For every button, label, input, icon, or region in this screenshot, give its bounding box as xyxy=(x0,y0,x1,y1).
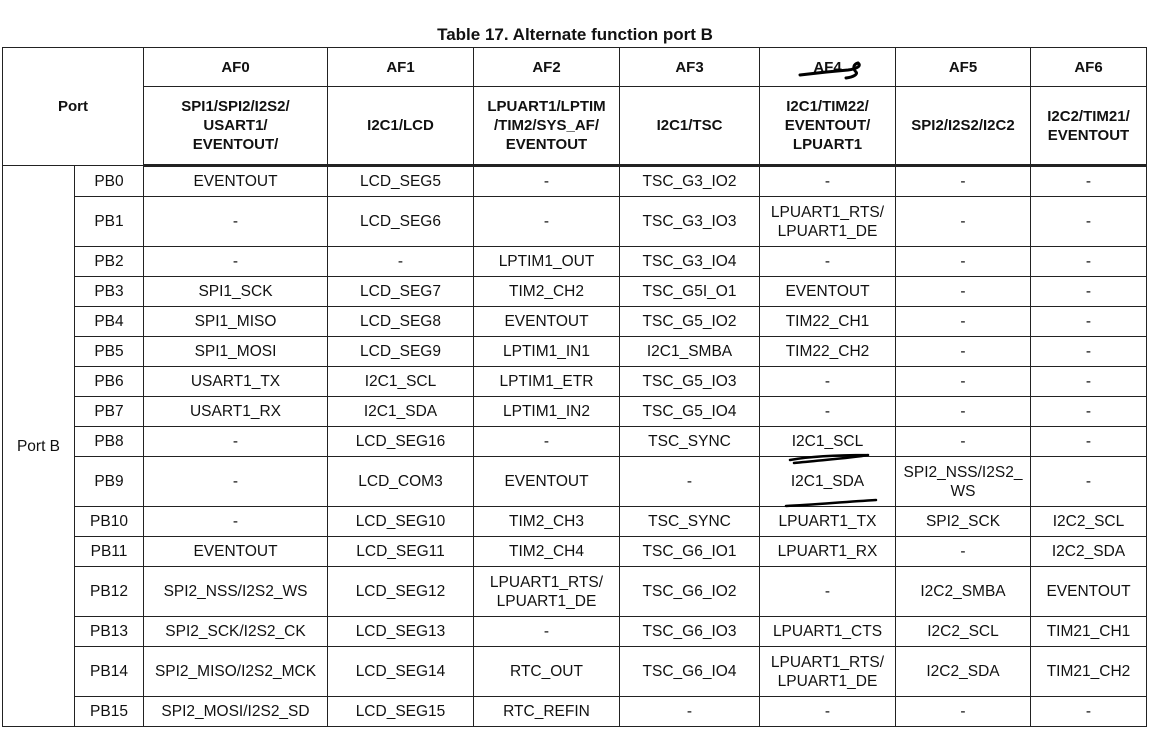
af3-cell: TSC_G6_IO4 xyxy=(620,647,760,697)
pin-cell: PB12 xyxy=(75,567,144,617)
af1-cell: LCD_SEG8 xyxy=(328,307,474,337)
af6-cell: - xyxy=(1031,307,1147,337)
af-header-af3: AF3 xyxy=(620,48,760,87)
af3-cell: - xyxy=(620,697,760,727)
af2-cell: - xyxy=(474,166,620,197)
af6-cell: - xyxy=(1031,367,1147,397)
af2-cell: LPTIM1_OUT xyxy=(474,247,620,277)
af6-cell: - xyxy=(1031,247,1147,277)
af4-cell: - xyxy=(760,567,896,617)
table-row xyxy=(3,197,1147,247)
af3-cell: TSC_G3_IO3 xyxy=(620,197,760,247)
af6-cell: - xyxy=(1031,337,1147,367)
table-row xyxy=(3,307,1147,337)
af6-cell: - xyxy=(1031,397,1147,427)
af1-cell: LCD_SEG15 xyxy=(328,697,474,727)
af5-cell: - xyxy=(896,197,1031,247)
table-row xyxy=(3,537,1147,567)
af2-cell: LPTIM1_IN1 xyxy=(474,337,620,367)
af1-cell: LCD_SEG10 xyxy=(328,507,474,537)
af0-cell: SPI1_MOSI xyxy=(144,337,328,367)
af6-cell: TIM21_CH2 xyxy=(1031,647,1147,697)
pin-cell: PB5 xyxy=(75,337,144,367)
af0-cell: SPI2_NSS/I2S2_WS xyxy=(144,567,328,617)
af1-cell: I2C1_SDA xyxy=(328,397,474,427)
port-header: Port xyxy=(3,48,144,166)
af0-cell: EVENTOUT xyxy=(144,537,328,567)
af3-cell: TSC_G3_IO2 xyxy=(620,166,760,197)
af6-cell: - xyxy=(1031,277,1147,307)
pin-cell: PB0 xyxy=(75,166,144,197)
peripheral-header-af1: I2C1/LCD xyxy=(328,87,474,166)
af6-cell: I2C2_SCL xyxy=(1031,507,1147,537)
af2-cell: LPTIM1_IN2 xyxy=(474,397,620,427)
af-header-af6: AF6 xyxy=(1031,48,1147,87)
af-header-af0: AF0 xyxy=(144,48,328,87)
af1-cell: LCD_SEG5 xyxy=(328,166,474,197)
af2-cell: - xyxy=(474,617,620,647)
af5-cell: - xyxy=(896,367,1031,397)
af4-cell: LPUART1_CTS xyxy=(760,617,896,647)
table-row xyxy=(3,427,1147,457)
af3-cell: - xyxy=(620,457,760,507)
af6-cell: TIM21_CH1 xyxy=(1031,617,1147,647)
af4-cell: LPUART1_RTS/ LPUART1_DE xyxy=(760,197,896,247)
table-row xyxy=(3,337,1147,367)
af0-cell: - xyxy=(144,247,328,277)
af6-cell: - xyxy=(1031,427,1147,457)
af5-cell: SPI2_SCK xyxy=(896,507,1031,537)
af1-cell: LCD_SEG9 xyxy=(328,337,474,367)
af0-cell: - xyxy=(144,197,328,247)
table-row xyxy=(3,507,1147,537)
af1-cell: I2C1_SCL xyxy=(328,367,474,397)
pin-cell: PB14 xyxy=(75,647,144,697)
af6-cell: EVENTOUT xyxy=(1031,567,1147,617)
af2-cell: RTC_OUT xyxy=(474,647,620,697)
alternate-function-table xyxy=(2,47,1147,727)
af3-cell: TSC_G6_IO2 xyxy=(620,567,760,617)
pin-cell: PB6 xyxy=(75,367,144,397)
af0-cell: USART1_RX xyxy=(144,397,328,427)
af4-cell: LPUART1_TX xyxy=(760,507,896,537)
af1-cell: - xyxy=(328,247,474,277)
af-header-af2: AF2 xyxy=(474,48,620,87)
af2-cell: LPUART1_RTS/ LPUART1_DE xyxy=(474,567,620,617)
af1-cell: LCD_SEG16 xyxy=(328,427,474,457)
af1-cell: LCD_SEG6 xyxy=(328,197,474,247)
table-row xyxy=(3,166,1147,197)
af4-cell: I2C1_SDA xyxy=(760,457,896,507)
af3-cell: TSC_G5_IO4 xyxy=(620,397,760,427)
peripheral-header-af3: I2C1/TSC xyxy=(620,87,760,166)
table-row xyxy=(3,367,1147,397)
af2-cell: RTC_REFIN xyxy=(474,697,620,727)
af0-cell: SPI2_SCK/I2S2_CK xyxy=(144,617,328,647)
table-title: Table 17. Alternate function port B xyxy=(437,25,713,44)
af6-cell: - xyxy=(1031,457,1147,507)
af1-cell: LCD_SEG14 xyxy=(328,647,474,697)
af2-cell: TIM2_CH3 xyxy=(474,507,620,537)
af0-cell: - xyxy=(144,507,328,537)
af4-cell: LPUART1_RX xyxy=(760,537,896,567)
pin-cell: PB9 xyxy=(75,457,144,507)
af4-cell: LPUART1_RTS/ LPUART1_DE xyxy=(760,647,896,697)
af5-cell: - xyxy=(896,537,1031,567)
af0-cell: EVENTOUT xyxy=(144,166,328,197)
table-row xyxy=(3,617,1147,647)
af1-cell: LCD_SEG7 xyxy=(328,277,474,307)
af5-cell: - xyxy=(896,247,1031,277)
port-group-label: Port B xyxy=(3,166,75,727)
peripheral-header-af0: SPI1/SPI2/I2S2/ USART1/ EVENTOUT/ xyxy=(144,87,328,166)
pin-cell: PB10 xyxy=(75,507,144,537)
af3-cell: TSC_G6_IO3 xyxy=(620,617,760,647)
pin-cell: PB15 xyxy=(75,697,144,727)
af4-cell: TIM22_CH1 xyxy=(760,307,896,337)
af1-cell: LCD_SEG13 xyxy=(328,617,474,647)
af4-cell: TIM22_CH2 xyxy=(760,337,896,367)
af2-cell: EVENTOUT xyxy=(474,307,620,337)
af-header-af4: AF4 xyxy=(760,48,896,87)
header-row-af xyxy=(3,48,1147,87)
af2-cell: TIM2_CH4 xyxy=(474,537,620,567)
af2-cell: LPTIM1_ETR xyxy=(474,367,620,397)
table-row xyxy=(3,647,1147,697)
af4-cell: I2C1_SCL xyxy=(760,427,896,457)
af0-cell: - xyxy=(144,427,328,457)
af5-cell: - xyxy=(896,277,1031,307)
af3-cell: TSC_G6_IO1 xyxy=(620,537,760,567)
af0-cell: - xyxy=(144,457,328,507)
table-row xyxy=(3,457,1147,507)
pin-cell: PB8 xyxy=(75,427,144,457)
af3-cell: TSC_G5_IO2 xyxy=(620,307,760,337)
peripheral-header-af2: LPUART1/LPTIM /TIM2/SYS_AF/ EVENTOUT xyxy=(474,87,620,166)
table-row xyxy=(3,247,1147,277)
af6-cell: - xyxy=(1031,166,1147,197)
pin-cell: PB13 xyxy=(75,617,144,647)
header-row-peripherals xyxy=(3,87,1147,166)
af5-cell: - xyxy=(896,697,1031,727)
af5-cell: I2C2_SMBA xyxy=(896,567,1031,617)
af1-cell: LCD_COM3 xyxy=(328,457,474,507)
af4-cell: EVENTOUT xyxy=(760,277,896,307)
pin-cell: PB4 xyxy=(75,307,144,337)
af0-cell: SPI2_MISO/I2S2_MCK xyxy=(144,647,328,697)
af0-cell: SPI1_SCK xyxy=(144,277,328,307)
af5-cell: - xyxy=(896,397,1031,427)
pin-cell: PB7 xyxy=(75,397,144,427)
af4-cell: - xyxy=(760,367,896,397)
af5-cell: I2C2_SDA xyxy=(896,647,1031,697)
af4-cell: - xyxy=(760,397,896,427)
af5-cell: - xyxy=(896,337,1031,367)
table-row xyxy=(3,397,1147,427)
af0-cell: SPI1_MISO xyxy=(144,307,328,337)
af6-cell: - xyxy=(1031,197,1147,247)
pin-cell: PB1 xyxy=(75,197,144,247)
af5-cell: SPI2_NSS/I2S2_ WS xyxy=(896,457,1031,507)
peripheral-header-af6: I2C2/TIM21/ EVENTOUT xyxy=(1031,87,1147,166)
table-body xyxy=(3,166,1147,727)
af4-cell: - xyxy=(760,697,896,727)
pin-cell: PB11 xyxy=(75,537,144,567)
af3-cell: TSC_SYNC xyxy=(620,427,760,457)
af3-cell: TSC_G5_IO3 xyxy=(620,367,760,397)
af3-cell: TSC_G5I_O1 xyxy=(620,277,760,307)
af1-cell: LCD_SEG12 xyxy=(328,567,474,617)
table-row xyxy=(3,277,1147,307)
af6-cell: I2C2_SDA xyxy=(1031,537,1147,567)
af3-cell: TSC_G3_IO4 xyxy=(620,247,760,277)
pin-cell: PB2 xyxy=(75,247,144,277)
peripheral-header-af5: SPI2/I2S2/I2C2 xyxy=(896,87,1031,166)
af5-cell: - xyxy=(896,427,1031,457)
af1-cell: LCD_SEG11 xyxy=(328,537,474,567)
af2-cell: EVENTOUT xyxy=(474,457,620,507)
table-row xyxy=(3,697,1147,727)
af2-cell: - xyxy=(474,197,620,247)
af4-cell: - xyxy=(760,247,896,277)
pin-cell: PB3 xyxy=(75,277,144,307)
af2-cell: - xyxy=(474,427,620,457)
af3-cell: I2C1_SMBA xyxy=(620,337,760,367)
af5-cell: - xyxy=(896,166,1031,197)
af2-cell: TIM2_CH2 xyxy=(474,277,620,307)
af-header-af5: AF5 xyxy=(896,48,1031,87)
af5-cell: I2C2_SCL xyxy=(896,617,1031,647)
peripheral-header-af4: I2C1/TIM22/ EVENTOUT/ LPUART1 xyxy=(760,87,896,166)
af4-cell: - xyxy=(760,166,896,197)
af0-cell: USART1_TX xyxy=(144,367,328,397)
af6-cell: - xyxy=(1031,697,1147,727)
af3-cell: TSC_SYNC xyxy=(620,507,760,537)
af5-cell: - xyxy=(896,307,1031,337)
table-row xyxy=(3,567,1147,617)
af0-cell: SPI2_MOSI/I2S2_SD xyxy=(144,697,328,727)
af-header-af1: AF1 xyxy=(328,48,474,87)
